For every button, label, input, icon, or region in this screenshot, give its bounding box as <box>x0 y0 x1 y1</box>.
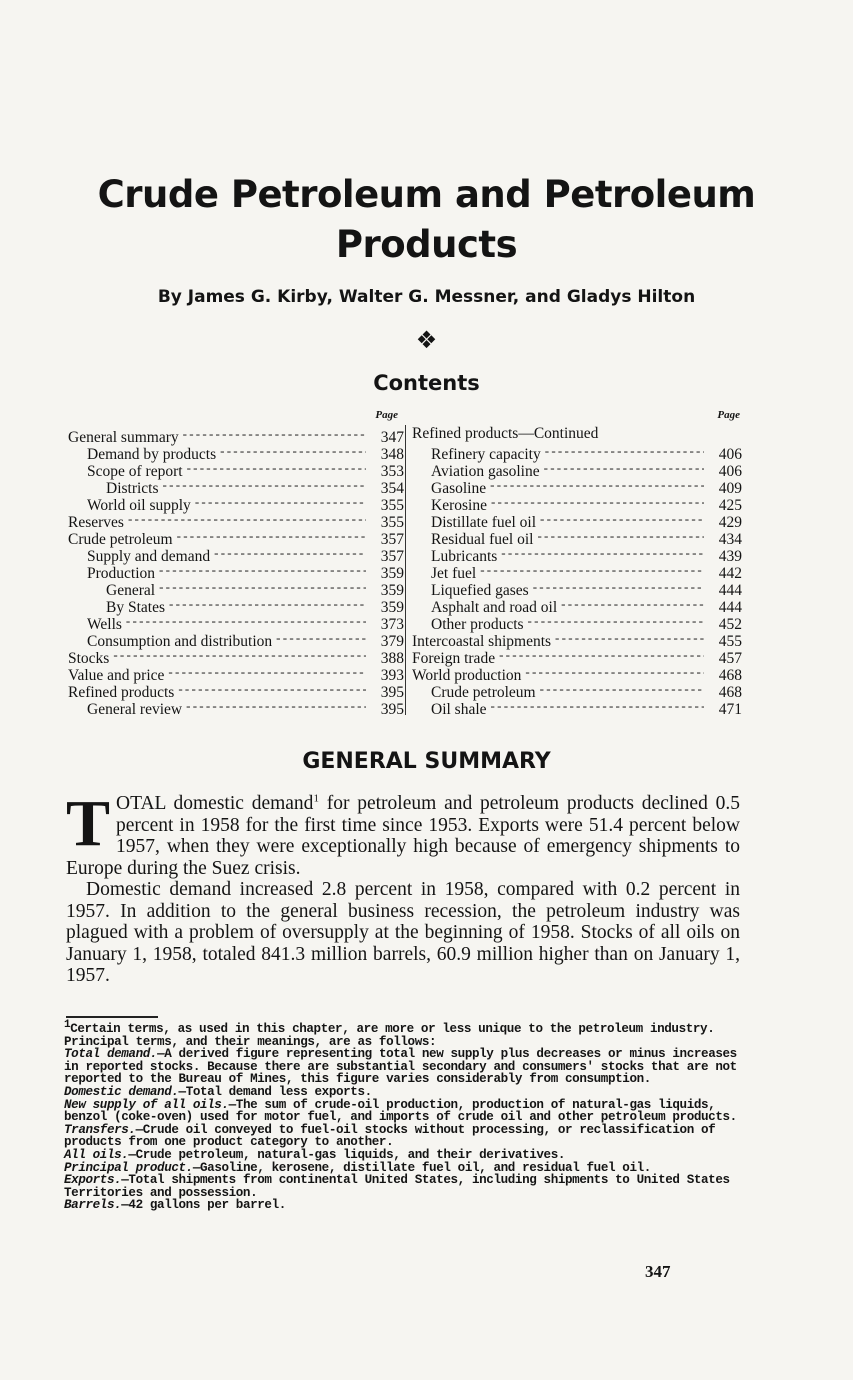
footnote-definition-text: —The sum of crude-oil production, production of natural-gas liquids, benzol (coke-oven) used for motor fuel, and imports of crude oil and other petroleum products. <box>64 1097 737 1125</box>
toc-entry <box>68 663 404 684</box>
toc-entry-page: 395 <box>380 684 404 701</box>
toc-leader-dots <box>490 476 704 493</box>
footnote-definition <box>64 1099 739 1124</box>
toc-entry-page: 471 <box>718 701 742 718</box>
toc-right-rows <box>412 442 742 718</box>
toc-leader-dots <box>195 493 366 510</box>
footnote-definition-text: —42 gallons per barrel. <box>121 1198 286 1213</box>
toc-entry-label: Kerosine <box>431 497 487 514</box>
body-paragraph-1-rest: for petroleum and petroleum products declined 0.5 percent in 1958 for the first time since 1953. Exports were 51.4 percent below 1957, when they were exceptionally high because of emergency shipments to Europe during the Suez crisis. <box>66 793 740 879</box>
toc-entry-label: Foreign trade <box>412 650 496 667</box>
toc-entry-page: 355 <box>380 514 404 531</box>
chapter-title <box>0 170 853 270</box>
toc-entry-page: 444 <box>718 599 742 616</box>
footnote-definition-text: —Total demand less exports. <box>178 1084 372 1099</box>
footnote-definition-text: —Crude oil conveyed to fuel-oil stocks without processing, or reclassification of products from one product category to another. <box>64 1122 716 1150</box>
footnote-items <box>64 1047 739 1213</box>
toc-leader-dots <box>128 510 366 527</box>
toc-leader-dots <box>187 459 366 476</box>
toc-leader-dots <box>555 629 704 646</box>
toc-leader-dots <box>561 595 704 612</box>
toc-leader-dots <box>214 544 366 561</box>
toc-leader-dots <box>491 697 704 714</box>
toc-entry-label: Scope of report <box>87 463 183 480</box>
toc-entry-page: 395 <box>380 701 404 718</box>
footnote-term: All oils. <box>64 1147 129 1162</box>
toc-entry-page: 406 <box>718 463 742 480</box>
toc-entry-page: 468 <box>718 667 742 684</box>
toc-leader-dots <box>525 663 704 680</box>
toc-entry-label: Jet fuel <box>431 565 477 582</box>
footnote-definition <box>64 1174 739 1199</box>
toc-right-header <box>412 425 742 442</box>
toc-leader-dots <box>480 561 704 578</box>
toc-entry-label: Crude petroleum <box>68 531 173 548</box>
footnotes <box>64 1018 739 1213</box>
toc-entry-label: Liquefied gases <box>431 582 529 599</box>
toc-entry-page: 393 <box>380 667 404 684</box>
contents-heading: Contents <box>373 371 480 395</box>
toc-entry-page: 444 <box>718 582 742 599</box>
toc-entry-page: 409 <box>718 480 742 497</box>
footnote-definition-text: —Total shipments from continental United States, including shipments to United States Territories and possession. <box>64 1173 730 1200</box>
ornament-icon: ❖ <box>415 326 438 354</box>
toc-entry-page: 355 <box>380 497 404 514</box>
toc-entry-label: Consumption and distribution <box>87 633 273 650</box>
toc-entry <box>68 425 404 446</box>
footnote-intro-text: Certain terms, as used in this chapter, are more or less unique to the petroleum industry. Principal terms, and their meanings, are as follows: <box>64 1022 715 1049</box>
page-number: 347 <box>645 1262 671 1281</box>
body-paragraph-2: Domestic demand increased 2.8 percent in 1958, compared with 0.2 percent in 1957. In addition to the general business recession, the petroleum industry was plagued with a problem of oversupply at the beginning of 1958. Stocks of all oils on January 1, 1958, totaled 841.3 million barrels, 60.9 million higher than on January 1, 1957. <box>66 879 740 986</box>
toc-entry-label: Supply and demand <box>87 548 211 565</box>
toc-leader-dots <box>183 425 366 442</box>
toc-right-column <box>412 405 742 718</box>
toc-entry-page: 429 <box>718 514 742 531</box>
toc-leader-dots <box>533 578 704 595</box>
toc-entry-label: General review <box>87 701 183 718</box>
toc-entry-label: Refined products <box>68 684 175 701</box>
footnote-marker: 1 <box>64 1018 71 1031</box>
toc-entry-label: Crude petroleum <box>431 684 536 701</box>
toc-entry-page: 373 <box>380 616 404 633</box>
toc-entry-page: 357 <box>380 531 404 548</box>
section-heading: GENERAL SUMMARY <box>302 749 551 774</box>
toc-entry-label: Reserves <box>68 514 124 531</box>
toc-entry-label: Districts <box>106 480 159 497</box>
footnote-ref: 1 <box>313 792 319 805</box>
toc-entry-label: Refinery capacity <box>431 446 541 463</box>
toc-entry-label: Distillate fuel oil <box>431 514 537 531</box>
toc-entry-label: Demand by products <box>87 446 217 463</box>
toc-left-column <box>68 405 404 718</box>
footnote-term: Domestic demand. <box>64 1084 179 1099</box>
toc-entry-label: Oil shale <box>431 701 487 718</box>
footnote-definition-text: —Crude petroleum, natural-gas liquids, and their derivatives. <box>128 1147 566 1162</box>
toc-entry-label: Value and price <box>68 667 165 684</box>
footnote-term: Barrels. <box>64 1198 122 1213</box>
toc-leader-dots <box>168 663 366 680</box>
toc-entry-page: 425 <box>718 497 742 514</box>
toc-leader-dots <box>491 493 704 510</box>
toc-entry-page: 347 <box>380 429 404 446</box>
toc-entry-page: 434 <box>718 531 742 548</box>
toc-entry-label: World oil supply <box>87 497 191 514</box>
toc-entry <box>68 646 404 667</box>
toc-entry-page: 379 <box>380 633 404 650</box>
footnote-term: Principal product. <box>64 1160 193 1175</box>
toc-leader-dots <box>186 697 366 714</box>
toc-leader-dots <box>537 527 704 544</box>
toc-entry-page: 354 <box>380 480 404 497</box>
toc-entry-label: Stocks <box>68 650 110 667</box>
footnote-definition-text: —A derived figure representing total new supply plus decreases or minus increases in reported stocks. Because there are substantial secondary and consumers' stocks that are not reported to the Bureau of Mines, this figure varies considerably from consumption. <box>64 1047 737 1087</box>
toc-leader-dots <box>159 561 366 578</box>
toc-leader-dots <box>177 527 366 544</box>
footnote-definition <box>64 1124 739 1149</box>
toc-page-label: Page <box>375 409 398 421</box>
body-paragraph-1-start: OTAL domestic demand <box>116 793 314 814</box>
footnote-definition-text: —Gasoline, kerosene, distillate fuel oil, and residual fuel oil. <box>192 1160 651 1175</box>
toc-leader-dots <box>540 680 704 697</box>
toc-leader-dots <box>528 612 704 629</box>
toc-entry-label: Wells <box>87 616 122 633</box>
toc-entry-label: General summary <box>68 429 179 446</box>
body-text <box>66 787 740 987</box>
toc-entry-page: 442 <box>718 565 742 582</box>
toc-leader-dots <box>545 442 704 459</box>
toc-entry-page: 468 <box>718 684 742 701</box>
footnote-term: Transfers. <box>64 1122 136 1137</box>
footnote-intro <box>64 1018 739 1049</box>
toc-entry-page: 406 <box>718 446 742 463</box>
footnote-definition <box>64 1048 739 1086</box>
drop-cap: T <box>66 787 111 860</box>
toc-entry-label: Asphalt and road oil <box>431 599 558 616</box>
toc-entry-label: Lubricants <box>431 548 498 565</box>
toc-entry-page: 359 <box>380 582 404 599</box>
toc-right-header-label: Refined products—Continued <box>412 425 599 442</box>
toc-entry <box>412 442 742 463</box>
body-paragraph-1 <box>66 787 740 879</box>
toc-entry-page: 455 <box>718 633 742 650</box>
footnote-term: Exports. <box>64 1173 122 1188</box>
toc-entry-page: 357 <box>380 548 404 565</box>
toc-entry-label: By States <box>106 599 165 616</box>
toc-entry-label: Aviation gasoline <box>431 463 540 480</box>
toc-page-label: Page <box>717 409 740 421</box>
footnote-term: Total demand. <box>64 1047 158 1062</box>
toc-leader-dots <box>540 510 704 527</box>
toc-entry-label: Gasoline <box>431 480 487 497</box>
toc-leader-dots <box>276 629 366 646</box>
toc-entry-label: General <box>106 582 156 599</box>
toc-entry-label: Residual fuel oil <box>431 531 534 548</box>
toc-entry-label: Production <box>87 565 156 582</box>
toc-leader-dots <box>501 544 704 561</box>
toc-leader-dots <box>178 680 366 697</box>
toc-leader-dots <box>126 612 366 629</box>
toc-leader-dots <box>113 646 366 663</box>
footnote-definition <box>64 1199 739 1212</box>
footnote-rule <box>66 1016 158 1018</box>
toc-leader-dots <box>163 476 366 493</box>
toc-entry-label: Other products <box>431 616 524 633</box>
toc-left-rows <box>68 425 404 718</box>
toc-leader-dots <box>220 442 366 459</box>
toc-entry-page: 388 <box>380 650 404 667</box>
toc-leader-dots <box>544 459 704 476</box>
toc-leader-dots <box>159 578 366 595</box>
toc-entry-label: World production <box>412 667 522 684</box>
chapter-title-line-1: Crude Petroleum and Petroleum <box>97 173 756 216</box>
toc-entry-page: 457 <box>718 650 742 667</box>
toc-entry-page: 359 <box>380 599 404 616</box>
toc-leader-dots <box>499 646 704 663</box>
author-byline: By James G. Kirby, Walter G. Messner, and Gladys Hilton <box>157 287 696 307</box>
toc-entry-page: 359 <box>380 565 404 582</box>
toc-entry-label: Intercoastal shipments <box>412 633 552 650</box>
chapter-title-line-2: Products <box>335 223 518 266</box>
toc-leader-dots <box>169 595 366 612</box>
toc-entry-page: 348 <box>380 446 404 463</box>
toc-entry-page: 452 <box>718 616 742 633</box>
toc-divider <box>405 425 406 715</box>
toc-entry-page: 353 <box>380 463 404 480</box>
footnote-term: New supply of all oils. <box>64 1097 229 1112</box>
toc-entry-page: 439 <box>718 548 742 565</box>
